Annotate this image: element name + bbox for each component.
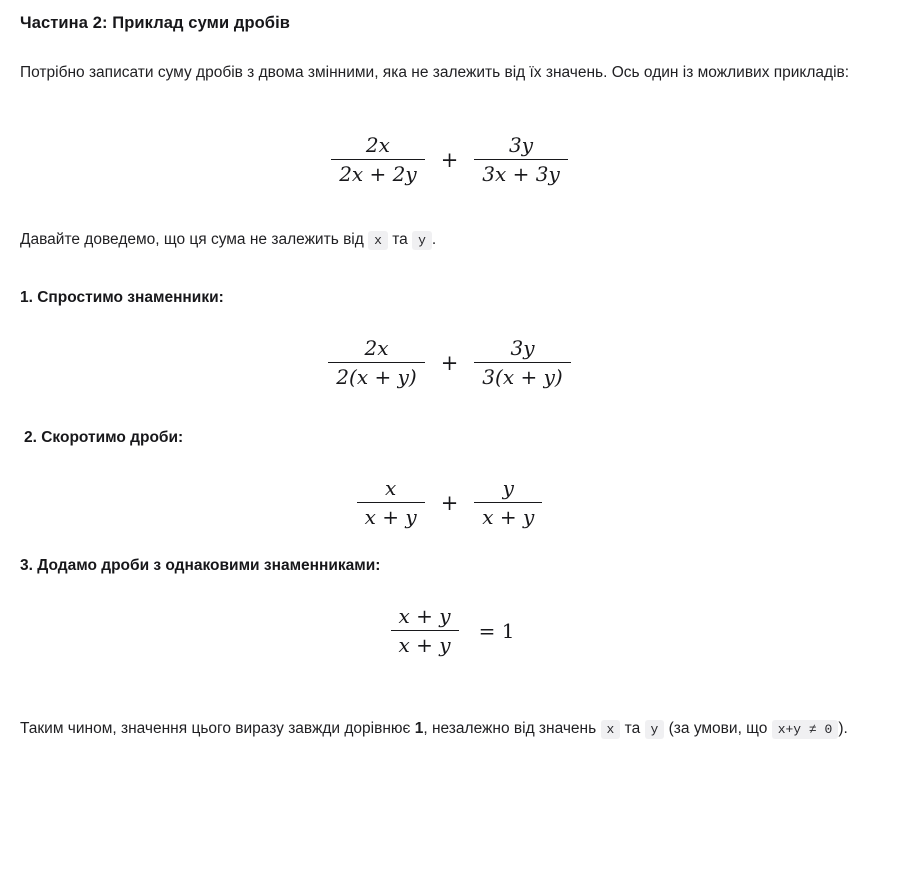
inline-code-x: x	[368, 231, 388, 250]
proof-lead-text-before: Давайте доведемо, що ця сума не залежить від	[20, 231, 364, 249]
fraction-2	[474, 477, 542, 529]
inline-code-y: y	[645, 720, 665, 739]
proof-lead-text-after: .	[431, 231, 437, 249]
equals-one: = 1	[478, 619, 515, 644]
fraction-2	[474, 134, 568, 186]
spacer	[20, 529, 879, 557]
conclusion-text-2: , незалежно від значень	[423, 720, 597, 738]
denominator: 3x + 3y	[474, 159, 568, 186]
intro-paragraph: Потрібно записати суму дробів з двома змінними, яка не залежить від їх значень. Ось один із можливих прикладів:	[20, 64, 850, 81]
denominator: x + y	[474, 502, 542, 529]
conclusion-paragraph	[20, 715, 879, 742]
step-title-2: 2. Скоротимо дроби:	[24, 429, 184, 447]
spacer	[20, 389, 879, 429]
plus-operator: +	[440, 491, 459, 516]
numerator: 3y	[509, 133, 534, 158]
conclusion-text-4: ).	[838, 720, 848, 738]
fraction-1	[357, 477, 425, 529]
fraction-2	[474, 337, 570, 389]
fraction-1	[391, 605, 459, 657]
fraction-1	[331, 134, 425, 186]
numerator: x + y	[398, 604, 451, 629]
plus-operator: +	[440, 148, 459, 173]
inline-code-x: x	[601, 720, 621, 739]
spacer	[20, 657, 879, 697]
inline-code-condition: x+y ≠ 0	[772, 720, 839, 739]
fraction-1	[328, 337, 424, 389]
step-title-3: 3. Додамо дроби з однаковими знаменниками:	[20, 557, 381, 575]
spacer	[20, 307, 879, 337]
numerator: 3y	[510, 336, 535, 361]
numerator: 2x	[365, 133, 390, 158]
proof-lead-text-between: та	[392, 231, 408, 249]
math-expression-step3	[20, 605, 879, 657]
spacer	[20, 186, 879, 226]
spacer	[20, 447, 879, 477]
denominator: 3(x + y)	[474, 362, 570, 389]
spacer	[20, 261, 879, 289]
conclusion-value: 1	[414, 720, 424, 738]
conclusion-text-1: Таким чином, значення цього виразу завжди дорівнює	[20, 720, 411, 738]
proof-lead-paragraph	[20, 226, 879, 253]
math-expression-step2	[20, 477, 879, 529]
denominator: 2(x + y)	[328, 362, 424, 389]
numerator: x	[385, 476, 397, 501]
step-title-1: 1. Спростимо знаменники:	[20, 289, 224, 307]
numerator: y	[502, 476, 514, 501]
conclusion-text-3: (за умови, що	[668, 720, 768, 738]
inline-code-y: y	[412, 231, 432, 250]
denominator: x + y	[391, 630, 459, 657]
denominator: 2x + 2y	[331, 159, 425, 186]
page-title: Частина 2: Приклад суми дробів	[20, 14, 291, 32]
plus-operator: +	[440, 351, 459, 376]
spacer	[20, 575, 879, 605]
denominator: x + y	[357, 502, 425, 529]
numerator: 2x	[364, 336, 389, 361]
spacer	[20, 94, 879, 134]
math-expression-step1	[20, 337, 879, 389]
spacer	[20, 697, 879, 715]
conclusion-text-between: та	[624, 720, 641, 738]
math-expression-intro	[20, 134, 879, 186]
